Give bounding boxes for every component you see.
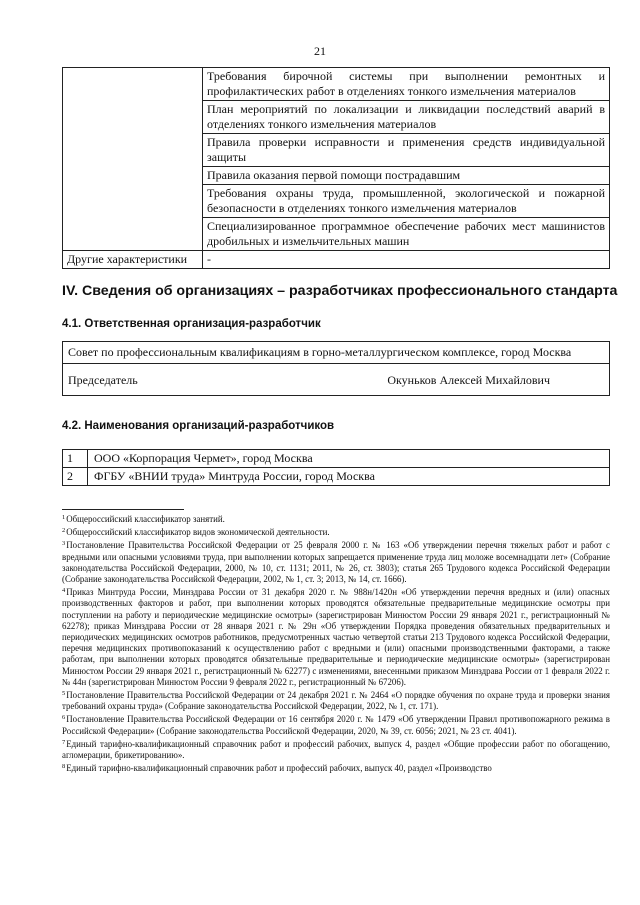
chair-name: Окуньков Алексей Михайлович xyxy=(387,373,550,387)
footnote xyxy=(62,761,610,774)
footnote-number: 4 xyxy=(62,587,66,595)
table-row xyxy=(63,364,610,396)
org-number: 2 xyxy=(63,468,88,486)
footnote xyxy=(62,712,610,736)
table-row xyxy=(63,468,610,486)
footnote xyxy=(62,737,610,761)
table-cell: Правила оказания первой помощи пострадавшим xyxy=(203,167,610,185)
responsible-org-table xyxy=(62,341,610,396)
page-number: 21 xyxy=(314,44,326,58)
org-number: 1 xyxy=(63,450,88,468)
footnote-text: Единый тарифно-квалификационный справочник работ и профессий рабочих, выпуск 4, раздел «Общие профессии работ по обогащению, агломерации, брикетированию». xyxy=(62,738,610,761)
footnote xyxy=(62,585,610,688)
footnote-text: Постановление Правительства Российской Федерации от 16 сентября 2020 г. № 1479 «Об утверждении Правил противопожарного режима в Российской Федерации» (Собрание законодательства Российской Федерации, 2020, № 39, ст. 6056; 2021, № 23 ст. 4041). xyxy=(62,714,610,736)
org-title: ФГБУ «ВНИИ труда» Минтруда России, город Москва xyxy=(88,468,610,486)
subsection-title-4-1: 4.1. Ответственная организация-разработчик xyxy=(62,318,321,330)
table-row xyxy=(63,342,610,364)
table-cell: Требования охраны труда, промышленной, экологической и пожарной безопасности в отделениях тонкого измельчения материалов xyxy=(203,185,610,218)
footnote xyxy=(62,525,610,538)
section-title: IV. Сведения об организациях – разработчиках профессионального стандарта xyxy=(62,283,618,299)
footnote xyxy=(62,512,610,525)
table-cell: План мероприятий по локализации и ликвидации последствий аварий в отделениях тонкого измельчения материалов xyxy=(203,101,610,134)
footnote-text: Общероссийский классификатор занятий. xyxy=(66,514,225,524)
table-row xyxy=(63,450,610,468)
footnote-divider xyxy=(62,509,184,510)
table-row xyxy=(63,68,610,101)
other-characteristics-value: - xyxy=(203,251,610,269)
footnote-text: Единый тарифно-квалификационный справочник работ и профессий рабочих, выпуск 40, раздел «Производство xyxy=(66,763,492,774)
developer-orgs-table xyxy=(62,449,610,486)
table-cell: Правила проверки исправности и применения средств индивидуальной защиты xyxy=(203,134,610,167)
footnote-number: 1 xyxy=(62,514,66,521)
footnote xyxy=(62,538,610,585)
footnote-text: Общероссийский классификатор видов экономической деятельности. xyxy=(66,527,330,538)
footnote-number: 2 xyxy=(62,527,66,535)
footnote-text: Постановление Правительства Российской Федерации от 24 декабря 2021 г. № 2464 «О порядке обучения по охране труда и проверки знания требований охраны труда» (Собрание законодательства Российской Федерации, 2022, № 1, ст. 171). xyxy=(62,690,610,712)
footnote-number: 8 xyxy=(62,763,66,771)
other-characteristics-label: Другие характеристики xyxy=(63,251,203,269)
org-title: ООО «Корпорация Чермет», город Москва xyxy=(88,450,610,468)
subsection-title-4-2: 4.2. Наименования организаций-разработчиков xyxy=(62,420,335,432)
chair-label: Председатель xyxy=(68,373,138,387)
table-cell: Требования бирочной системы при выполнении ремонтных и профилактических работ в отделениях тонкого измельчения материалов xyxy=(203,68,610,101)
table-cell: Специализированное программное обеспечение рабочих мест машинистов дробильных и измельчительных машин xyxy=(203,218,610,251)
footnotes xyxy=(62,512,610,774)
competency-table xyxy=(62,67,610,269)
table-row xyxy=(63,251,610,269)
footnote-number: 3 xyxy=(62,540,66,548)
footnote-text: Приказ Минтруда России, Минздрава России от 31 декабря 2020 г. № 988н/1420н «Об утверждении перечня вредных и (или) опасных производственных факторов и работ, при выполнении которых проводятся обязательные предварительные медицинские осмотры при поступлении на работу и периодические медицинские осмотры» (зарегистрирован Минюстом России 29 января 2021 г., регистрационный № 62278); приказ Минздрава России от 28 января 2021 г. № 29н «Об утверждении Порядка проведения обязательных предварительных и периодических медицинских осмотров работников, предусмотренных частью четвертой статьи 213 Трудового кодекса Российской Федерации, перечня медицинских противопоказаний к осуществлению работ с вредными и (или) опасными производственными факторами, а также работам, при выполнении которых проводятся обязательные предварительные и периодические медицинские осмотры» (зарегистрирован Минюстом России 29 января 2021 г., регистрационный № 62277) с изменениями, внесенными приказом Минздрава России от 1 февраля 2022 г. № 44н (зарегистрирован Минюстом России 9 февраля 2022 г., регистрационный № 67206). xyxy=(62,587,610,687)
footnote xyxy=(62,688,610,712)
chair-cell xyxy=(63,364,610,396)
footnote-number: 6 xyxy=(62,714,66,722)
footnote-text: Постановление Правительства Российской Федерации от 25 февраля 2000 г. № 163 «Об утверждении перечня тяжелых работ и работ с вредными или опасными условиями труда, при выполнении которых запрещается применение труда лиц моложе восемнадцати лет» (Собрание законодательства Российской Федерации, 2000, № 10, ст. 1131; 2011, № 26, ст. 3803); статья 265 Трудового кодекса Российской Федерации (Собрание законодательства Российской Федерации, 2002, № 1, ст. 3; 2013, № 14, ст. 1666). xyxy=(62,540,610,585)
table-cell-empty xyxy=(63,68,203,251)
org-name: Совет по профессиональным квалификациям в горно-металлургическом комплексе, город Москва xyxy=(63,342,610,364)
footnote-number: 7 xyxy=(62,738,66,746)
chair-row xyxy=(68,367,604,392)
footnote-number: 5 xyxy=(62,690,66,698)
